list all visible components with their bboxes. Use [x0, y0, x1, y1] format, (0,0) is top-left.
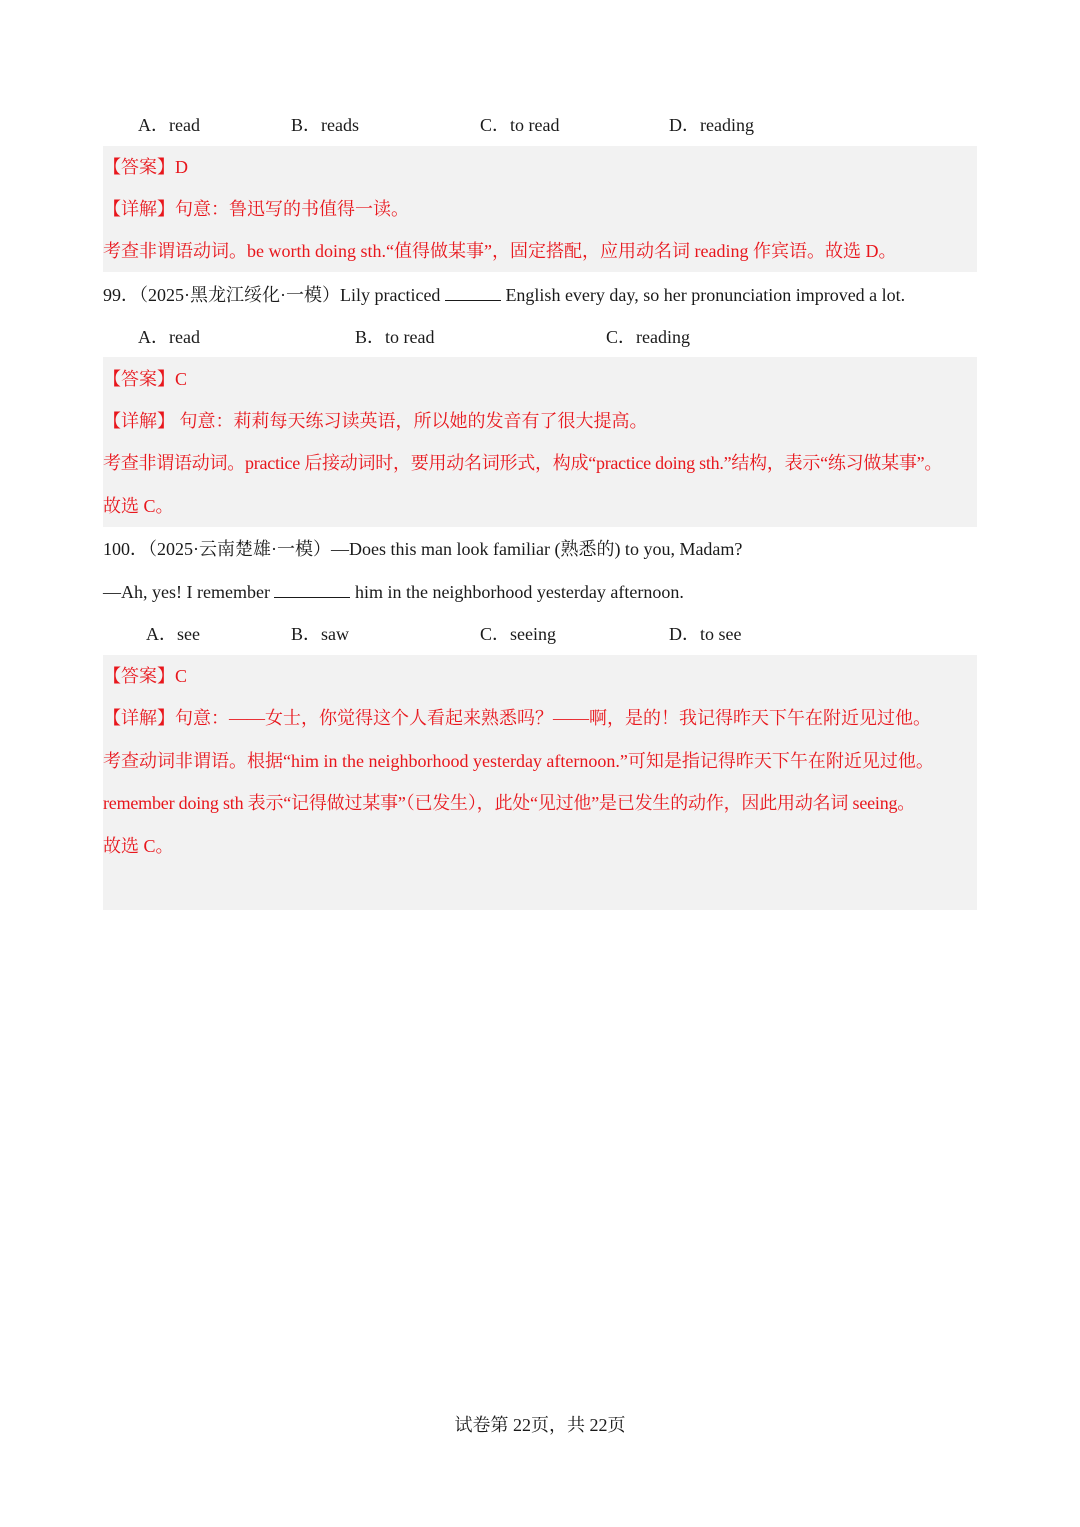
answer-label: 【答案】D [103, 157, 188, 177]
option-b: B．to read [355, 327, 435, 347]
option-d: D．reading [669, 115, 754, 135]
answer-blank [445, 282, 501, 301]
explanation-text: 故选 C。 [103, 836, 174, 856]
option-a: A．see [146, 624, 200, 644]
page-footer: 试卷第 22页，共 22页 [454, 1415, 626, 1435]
explanation-text: 故选 C。 [103, 496, 174, 516]
option-c: C．reading [606, 327, 690, 347]
answer-blank [274, 579, 350, 598]
option-a: A．read [138, 327, 200, 347]
detail-text: 【详解】句意：鲁迅写的书值得一读。 [103, 199, 409, 219]
answer-box [103, 357, 977, 527]
answer-label: 【答案】C [103, 369, 188, 389]
explanation-text: 考查非谓语动词。be worth doing sth.“值得做某事”，固定搭配，应用动名词 reading 作宾语。故选 D。 [103, 241, 897, 261]
detail-text: 【详解】 句意：莉莉每天练习读英语，所以她的发音有了很大提高。 [103, 411, 648, 431]
option-b: B．reads [291, 115, 359, 135]
option-c: C．seeing [480, 624, 556, 644]
question-stem: 99．（2025·黑龙江绥化·一模）Lily practiced English every day, so her pronunciation improved a lot. [103, 282, 905, 307]
explanation-text: 考查非谓语动词。practice 后接动词时，要用动名词形式，构成“practice doing sth.”结构，表示“练习做某事”。 [103, 453, 943, 473]
answer-label: 【答案】C [103, 666, 188, 686]
option-b: B．saw [291, 624, 349, 644]
option-c: C．to read [480, 115, 560, 135]
explanation-text: 考查动词非谓语。根据“him in the neighborhood yesterday afternoon.”可知是指记得昨天下午在附近见过他。 [103, 751, 934, 771]
question-stem: 100．（2025·云南楚雄·一模）—Does this man look familiar (熟悉的) to you, Madam? [103, 539, 743, 559]
explanation-text: remember doing sth 表示“记得做过某事”（已发生），此处“见过他”是已发生的动作，因此用动名词 seeing。 [103, 793, 916, 813]
answer-box [103, 655, 977, 910]
option-d: D．to see [669, 624, 742, 644]
question-stem-line-2: —Ah, yes! I remember him in the neighborhood yesterday afternoon. [103, 579, 684, 604]
detail-text: 【详解】句意：——女士，你觉得这个人看起来熟悉吗？——啊，是的！我记得昨天下午在附近见过他。 [103, 708, 931, 728]
option-a: A．read [138, 115, 200, 135]
